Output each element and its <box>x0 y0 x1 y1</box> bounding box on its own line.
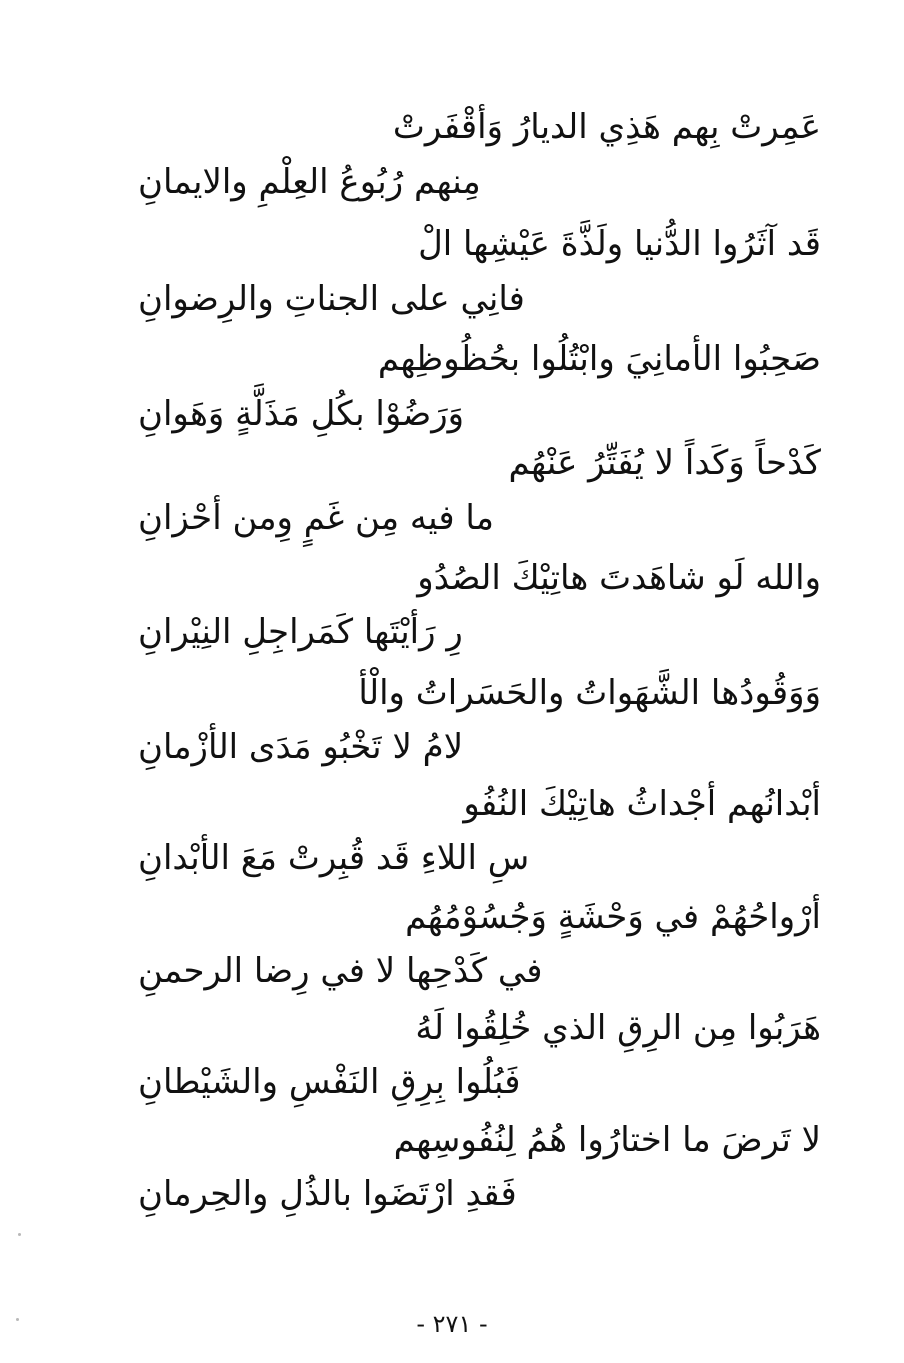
verse-line-12: لامُ لا تَخْبُو مَدَى الأزْمانِ <box>138 727 464 767</box>
verse-line-1: عَمِرتْ بِهم هَذِي الديارُ وَأقْفَرتْ <box>392 107 821 147</box>
scan-speck <box>16 1318 19 1321</box>
verse-line-17: هَرَبُوا مِن الرِقِ الذي خُلِقُوا لَهُ <box>415 1008 821 1048</box>
page-number: - ٢٧١ - <box>416 1310 488 1338</box>
verse-line-13: أبْدانُهم أجْداثُ هاتِيْكَ النُفُو <box>463 784 821 824</box>
verse-line-7: كَدْحاً وَكَداً لا يُفَتِّرُ عَنْهُم <box>508 443 821 483</box>
verse-line-5: صَحِبُوا الأمانِيَ وابْتُلُوا بحُظُوظِهم <box>377 339 821 379</box>
verse-line-3: قَد آثَرُوا الدُّنيا ولَذَّةَ عَيْشِها الْ <box>418 224 821 264</box>
verse-line-6: وَرَضُوْا بكُلِ مَذَلَّةٍ وَهَوانِ <box>138 394 465 434</box>
verse-line-8: ما فيه مِن غَمٍ وِمن أحْزانِ <box>138 498 495 538</box>
verse-line-14: سِ اللاءِ قَد قُبِرتْ مَعَ الأبْدانِ <box>138 838 530 878</box>
verse-line-2: مِنهم رُبُوعُ العِلْمِ والايمانِ <box>138 162 481 202</box>
verse-line-20: فَقدِ ارْتَضَوا بالذُلِ والحِرمانِ <box>138 1174 517 1214</box>
verse-line-16: في كَدْحِها لا في رِضا الرحمنِ <box>138 951 543 991</box>
scan-speck <box>18 1233 21 1236</box>
verse-line-4: فانِي على الجناتِ والرِضوانِ <box>138 279 525 319</box>
verse-line-10: رِ رَأيْتَها كَمَراجِلِ النِيْرانِ <box>138 612 463 652</box>
verse-line-19: لا تَرضَ ما اختارُوا هُمُ لِنُفُوسِهم <box>393 1120 821 1160</box>
verse-line-9: والله لَو شاهَدتَ هاتِيْكَ الصُدُو <box>417 558 821 598</box>
verse-line-15: أرْواحُهُمْ في وَحْشَةٍ وَجُسُوْمُهُم <box>405 897 821 937</box>
verse-line-11: وَوَقُودُها الشَّهَواتُ والحَسَراتُ والْأ <box>358 673 821 713</box>
verse-line-18: فَبُلُوا بِرِقِ النَفْسِ والشَيْطانِ <box>138 1062 521 1102</box>
